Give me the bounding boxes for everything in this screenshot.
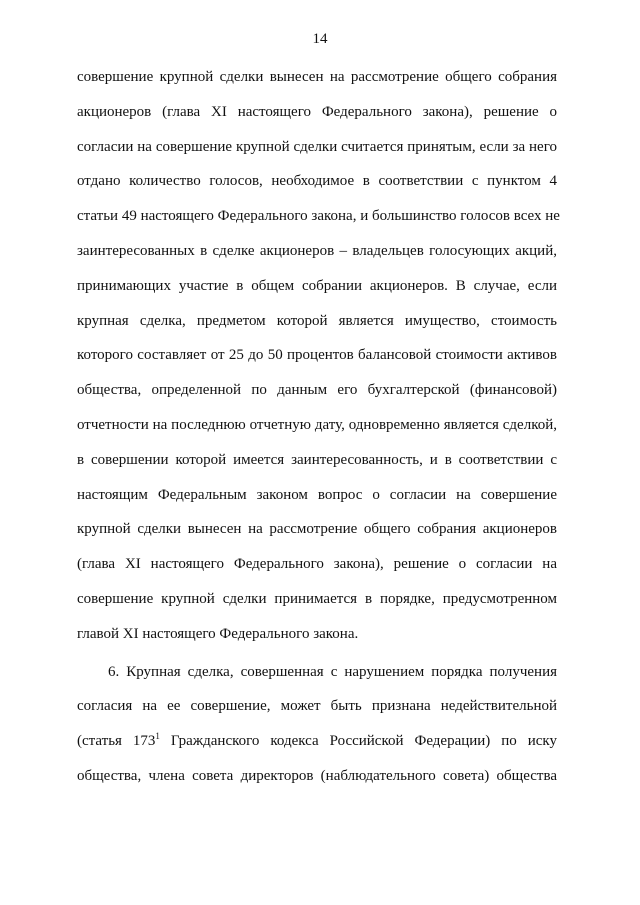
text-line: которого составляет от 25 до 50 процентов балансовой стоимости активов (77, 347, 557, 364)
text-line: 6. Крупная сделка, совершенная с нарушением порядка получения (108, 663, 557, 680)
text-line: отчетности на последнюю отчетную дату, одновременно является сделкой, (77, 416, 557, 433)
superscript: 1 (155, 731, 160, 742)
page-number: 14 (312, 31, 328, 47)
text-line: общества, члена совета директоров (наблюдательного совета) общества (77, 767, 557, 784)
text-line: совершение крупной сделки вынесен на рассмотрение общего собрания (77, 69, 557, 85)
text-line: согласии на совершение крупной сделки считается принятым, если за него (77, 138, 557, 155)
text-line: согласия на ее совершение, может быть признана недействительной (77, 698, 557, 715)
text-line: в совершении которой имеется заинтересованность, и в соответствии с (77, 451, 557, 468)
text-line (77, 732, 557, 750)
text-line: крупной сделки вынесен на рассмотрение общего собрания акционеров (77, 521, 557, 538)
text-line: главой XI настоящего Федерального закона. (77, 625, 359, 642)
text-line: заинтересованных в сделке акционеров – владельцев голосующих акций, (77, 242, 557, 259)
text-line: (глава XI настоящего Федерального закона), решение о согласии на (77, 556, 557, 573)
text-line: крупная сделка, предметом которой является имущество, стоимость (77, 312, 557, 329)
text-line: принимающих участие в общем собрании акционеров. В случае, если (77, 277, 557, 294)
text-line: акционеров (глава XI настоящего Федерального закона), решение о (77, 103, 557, 120)
text-line: общества, определенной по данным его бухгалтерской (финансовой) (77, 382, 557, 399)
article-reference: (статья 173 (77, 733, 156, 750)
text-span: Гражданского кодекса Российской Федерации) по иску (159, 733, 557, 750)
text-line: совершение крупной сделки принимается в порядке, предусмотренном (77, 590, 557, 607)
text-line: статьи 49 настоящего Федерального закона, и большинство голосов всех не (77, 208, 560, 225)
paragraph (77, 68, 560, 643)
text-line: настоящим Федеральным законом вопрос о согласии на совершение (77, 486, 557, 503)
text-line: отдано количество голосов, необходимое в соответствии с пунктом 4 (77, 173, 557, 190)
paragraph (77, 663, 557, 785)
document-body (77, 68, 560, 802)
